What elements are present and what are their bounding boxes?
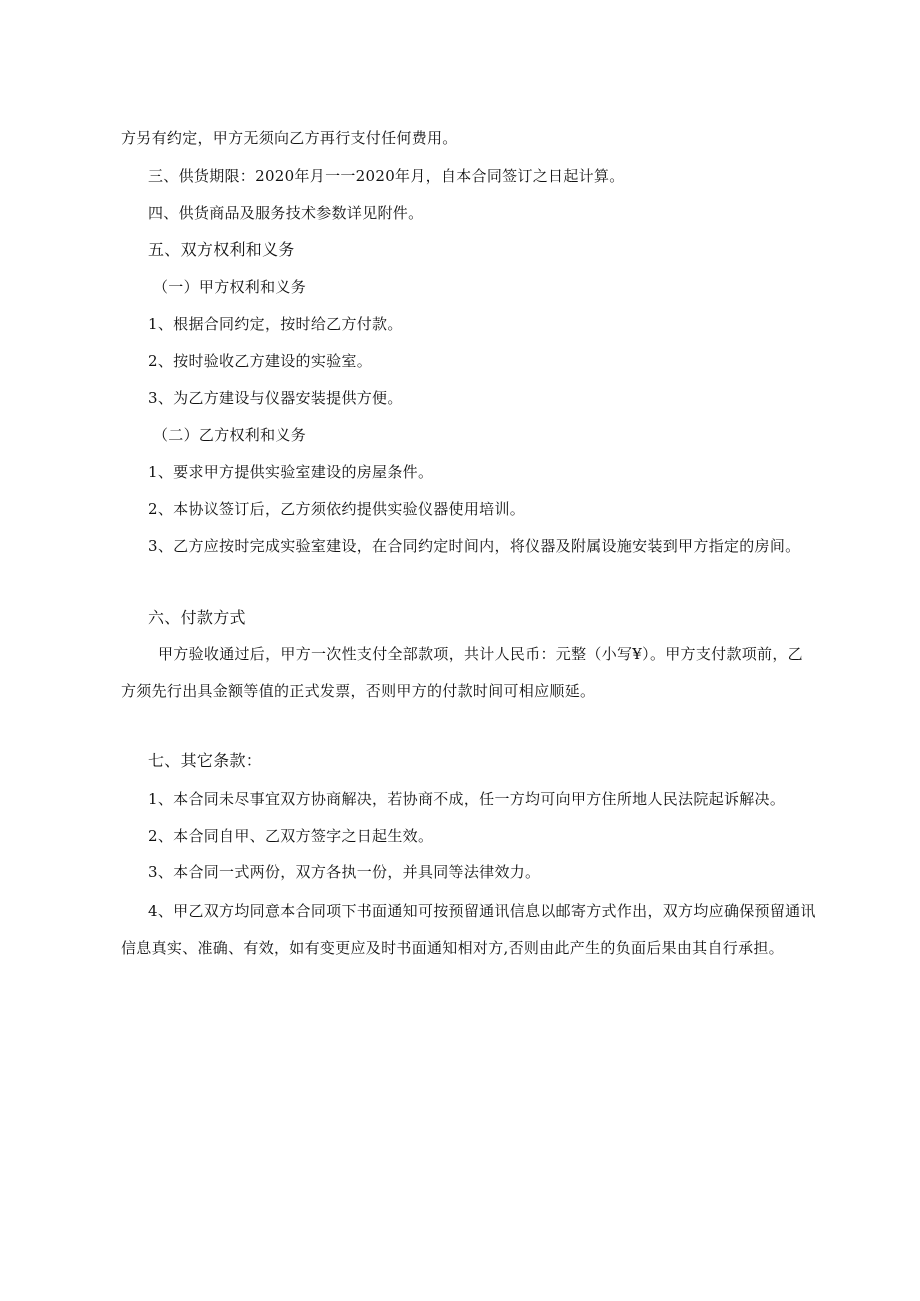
section-payment-heading: 六、付款方式 <box>148 608 246 627</box>
other-terms-item-3: 3、本合同一式两份，双方各执一份，并具同等法律效力。 <box>148 863 541 881</box>
other-terms-item-4-line-1: 4、甲乙双方均同意本合同项下书面通知可按预留通讯信息以邮寄方式作出，双方均应确保预留通讯 <box>148 902 816 920</box>
goods-spec-clause: 四、供货商品及服务技术参数详见附件。 <box>148 204 424 222</box>
section-rights-obligations-heading: 五、双方权利和义务 <box>148 240 295 259</box>
section-other-terms-heading: 七、其它条款： <box>148 751 263 770</box>
party-b-item-3: 3、乙方应按时完成实验室建设，在合同约定时间内，将仪器及附属设施安装到甲方指定的房间。 <box>148 537 801 555</box>
party-b-item-1: 1、要求甲方提供实验室建设的房屋条件。 <box>148 463 434 481</box>
party-b-subheading: （二）乙方权利和义务 <box>153 426 307 444</box>
supply-period-clause: 三、供货期限：2020年月一一2020年月，自本合同签订之日起计算。 <box>148 167 625 185</box>
payment-paragraph-line-1: 甲方验收通过后，甲方一次性支付全部款项，共计人民币：元整（小写¥）。甲方支付款项前，乙 <box>158 645 803 663</box>
other-terms-item-2: 2、本合同自甲、乙双方签字之日起生效。 <box>148 827 434 845</box>
party-a-item-2: 2、按时验收乙方建设的实验室。 <box>148 352 373 370</box>
party-a-subheading: （一）甲方权利和义务 <box>153 278 307 296</box>
party-a-item-3: 3、为乙方建设与仪器安装提供方便。 <box>148 389 403 407</box>
other-terms-item-1: 1、本合同未尽事宜双方协商解决，若协商不成，任一方均可向甲方住所地人民法院起诉解决。 <box>148 790 786 808</box>
payment-clause-continuation: 方另有约定，甲方无须向乙方再行支付任何费用。 <box>121 129 458 147</box>
party-a-item-1: 1、根据合同约定，按时给乙方付款。 <box>148 315 403 333</box>
party-b-item-2: 2、本协议签订后，乙方须依约提供实验仪器使用培训。 <box>148 500 526 518</box>
other-terms-item-4-line-2: 信息真实、准确、有效，如有变更应及时书面通知相对方,否则由此产生的负面后果由其自行承担。 <box>121 939 784 957</box>
payment-paragraph-line-2: 方须先行出具金额等值的正式发票，否则甲方的付款时间可相应顺延。 <box>121 682 596 700</box>
